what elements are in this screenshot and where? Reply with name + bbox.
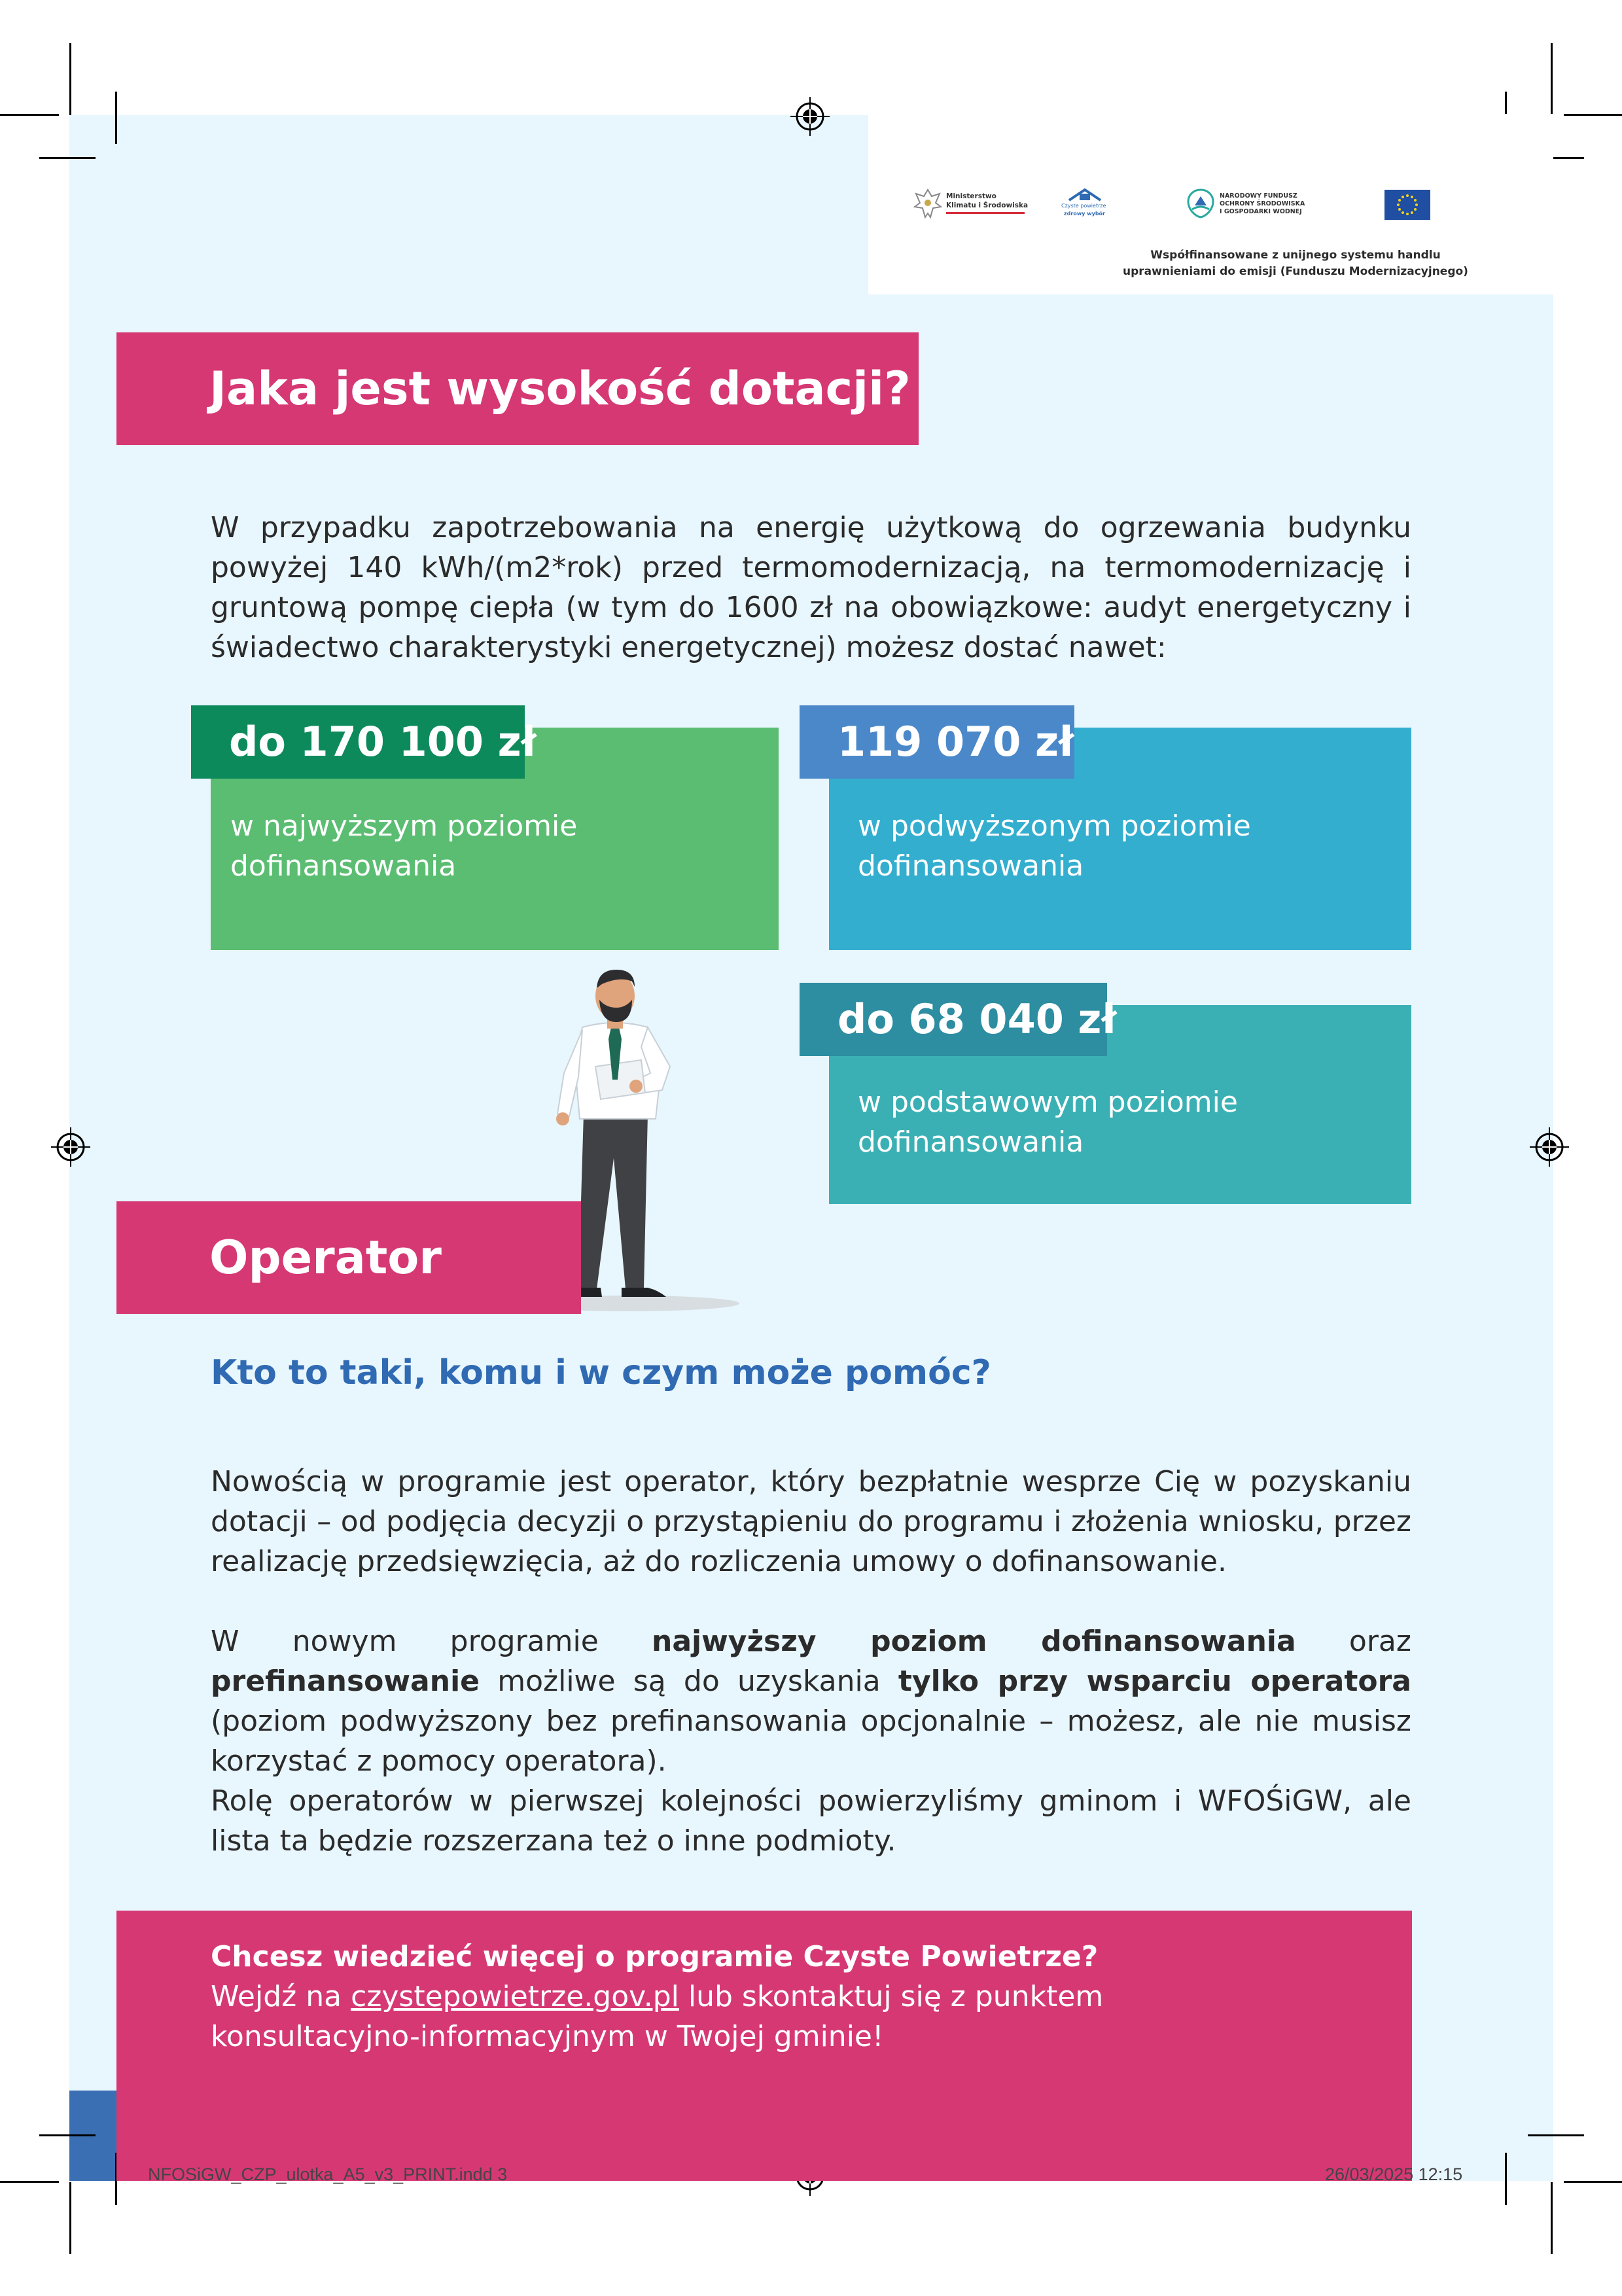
operator-paragraph-2 <box>211 1621 1411 1781</box>
cta-line2 <box>211 1977 1388 2017</box>
cofinancing-line1: Współfinansowane z unijnego systemu handlu <box>1150 249 1441 262</box>
eu-flag-icon <box>1384 190 1430 220</box>
ministry-name-line1: Ministerstwo <box>946 192 996 200</box>
fund-emblem-icon <box>1186 187 1216 220</box>
registration-mark <box>1530 1127 1569 1167</box>
fund-logo <box>1186 187 1323 224</box>
section-heading-operator: Operator <box>116 1201 581 1314</box>
crop-mark <box>39 157 96 159</box>
fund-name-line2: OCHRONY ŚRODOWISKA <box>1220 200 1305 207</box>
operator-paragraph-3: Rolę operatorów w pierwszej kolejności powierzyliśmy gminom i WFOŚiGW, ale lista ta będzie rozszerzana też o inne podmioty. <box>211 1784 1411 1858</box>
crop-mark <box>1528 2134 1584 2136</box>
subsidy-card-desc <box>858 1082 1238 1162</box>
section-heading-dotacja: Jaka jest wysokość dotacji? <box>116 332 919 445</box>
subsidy-card-desc <box>858 806 1251 886</box>
crop-mark <box>69 43 71 115</box>
cofinancing-note <box>1047 247 1544 280</box>
website-link[interactable]: czystepowietrze.gov.pl <box>351 1980 679 2013</box>
p2-text: W nowym programie <box>211 1625 652 1658</box>
crop-mark <box>1551 43 1553 115</box>
subsidy-card-desc-line1: w podwyższonym poziomie <box>858 809 1251 843</box>
crop-mark <box>1505 2153 1507 2205</box>
registration-mark <box>51 1127 90 1167</box>
house-roof-icon <box>1068 187 1102 202</box>
cta-text <box>211 1937 1388 2057</box>
ministry-name-line2: Klimatu i Środowiska <box>946 202 1029 209</box>
fund-name-line1: NARODOWY FUNDUSZ <box>1220 192 1297 200</box>
cta-line2-text: Wejdź na <box>211 1980 351 2013</box>
cta-title: Chcesz wiedzieć więcej o programie Czyste Powietrze? <box>211 1940 1099 1973</box>
ministry-logo <box>912 186 1043 222</box>
program-logo-line1: Czyste powietrze <box>1061 203 1106 209</box>
p2-text: możliwe są do uzyskania <box>480 1665 898 1698</box>
crop-mark <box>0 114 59 116</box>
print-slug-date: 26/03/2025 12:15 <box>1325 2164 1463 2184</box>
subsidy-card-desc-line2: dofinansowania <box>858 849 1084 883</box>
subsidy-amount-highest: do 170 100 zł <box>191 705 525 779</box>
p2-text: oraz <box>1296 1625 1411 1658</box>
registration-mark <box>790 97 830 136</box>
p2-text: (poziom podwyższony bez prefinansowania opcjonalnie – możesz, ale nie musisz korzystać z pomocy operatora). <box>211 1704 1411 1778</box>
subsidy-card-desc-line2: dofinansowania <box>230 849 457 883</box>
p2-bold-highest-level: najwyższy poziom dofinansowania <box>652 1625 1296 1658</box>
program-logo <box>1061 187 1108 224</box>
crop-mark <box>1564 114 1622 116</box>
eagle-emblem-icon <box>912 187 943 221</box>
crop-mark <box>69 2182 71 2254</box>
cta-line2-text: lub skontaktuj się z punktem <box>679 1980 1104 2013</box>
crop-mark <box>1551 2182 1553 2254</box>
p2-bold-operator-support: tylko przy wsparciu operatora <box>898 1665 1411 1698</box>
subsidy-amount-increased: 119 070 zł <box>800 705 1074 779</box>
fund-name-line3: I GOSPODARKI WODNEJ <box>1220 208 1302 215</box>
subsidy-card-desc-line2: dofinansowania <box>858 1125 1084 1159</box>
p2-bold-prefinancing: prefinansowanie <box>211 1665 480 1698</box>
crop-mark <box>0 2181 59 2183</box>
cofinancing-line2: uprawnieniami do emisji (Funduszu Modernizacyjnego) <box>1123 265 1468 278</box>
operator-subheading: Kto to taki, komu i w czym może pomóc? <box>211 1353 991 1392</box>
program-logo-line2: zdrowy wybór <box>1064 211 1105 217</box>
operator-paragraph-1: Nowością w programie jest operator, który bezpłatnie wesprze Cię w pozyskaniu dotacji – od podjęcia decyzji o przystąpieniu do programu i złożenia wniosku, przez realizację przedsięwzięcia, aż do rozliczenia umowy o dofinansowanie. <box>211 1465 1411 1578</box>
crop-mark <box>115 92 117 144</box>
subsidy-amount-basic: do 68 040 zł <box>800 983 1107 1056</box>
cta-line3: konsultacyjno-informacyjnym w Twojej gminie! <box>211 2020 884 2053</box>
crop-mark <box>39 2134 96 2136</box>
crop-mark <box>1564 2181 1622 2183</box>
subsidy-card-desc-line1: w najwyższym poziomie <box>230 809 578 843</box>
print-slug-filename: NFOSiGW_CZP_ulotka_A5_v3_PRINT.indd 3 <box>148 2164 508 2184</box>
dotacja-intro-paragraph: W przypadku zapotrzebowania na energię użytkową do ogrzewania budynku powyżej 140 kWh/(m2*rok) przed termomodernizacją, na termomodernizację i gruntową pompę ciepła (w tym do 1600 zł na obowiązkowe: audyt energetyczny i świadectwo charakterystyki energetycznej) możesz dostać nawet: <box>211 511 1411 664</box>
ministry-red-line <box>946 212 1025 214</box>
subsidy-card-desc <box>230 806 577 886</box>
cta-box <box>116 1911 1412 2181</box>
subsidy-card-desc-line1: w podstawowym poziomie <box>858 1086 1238 1119</box>
